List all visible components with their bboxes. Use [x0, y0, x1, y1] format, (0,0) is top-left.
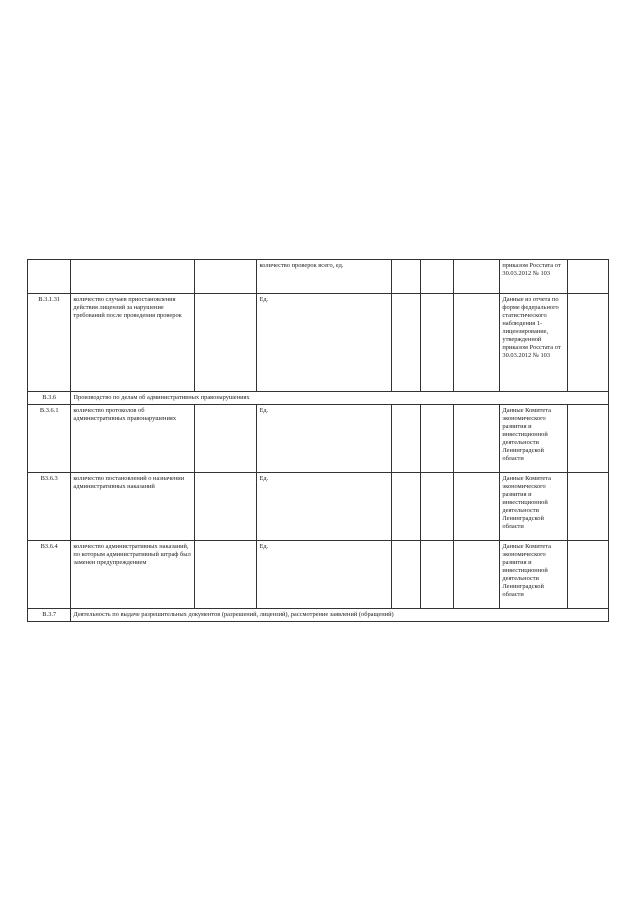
- unit-cell: Ед.: [257, 405, 391, 473]
- table-row: [28, 473, 609, 541]
- value-cell: [391, 294, 420, 392]
- table-row: [28, 405, 609, 473]
- value-cell: [195, 294, 257, 392]
- source-cell: Данные Комитета экономического развития и инвестиционной деятельности Ленинградской области: [500, 541, 567, 609]
- value-cell: [195, 405, 257, 473]
- value-cell: [391, 405, 420, 473]
- table-row: [28, 260, 609, 294]
- unit-cell: Ед.: [257, 294, 391, 392]
- value-cell: [391, 260, 420, 294]
- indicator-cell: [71, 260, 195, 294]
- row-code: В.3.1.31: [28, 294, 71, 392]
- value-cell: [453, 405, 500, 473]
- row-code: В.3.6: [28, 392, 71, 405]
- section-title: Деятельность по выдаче разрешительных документов (разрешений, лицензий), рассмотрение заявлений (обращений): [71, 609, 609, 622]
- value-cell: [195, 473, 257, 541]
- value-cell: [391, 473, 420, 541]
- source-cell: приказом Росстата от 30.03.2012 № 103: [500, 260, 567, 294]
- indicator-cell: количество протоколов об административных правонарушениях: [71, 405, 195, 473]
- value-cell: [420, 541, 453, 609]
- indicator-cell: количество случаев приостановления действия лицензий за нарушение требований после проведения проверок: [71, 294, 195, 392]
- report-table: [27, 259, 609, 622]
- value-cell: [420, 405, 453, 473]
- row-code: В3.6.4: [28, 541, 71, 609]
- source-cell: Данные Комитета экономического развития и инвестиционной деятельности Ленинградской области: [500, 473, 567, 541]
- indicator-cell: количество постановлений о назначении административных наказаний: [71, 473, 195, 541]
- value-cell: [420, 294, 453, 392]
- value-cell: [453, 260, 500, 294]
- table-section-row: [28, 392, 609, 405]
- value-cell: [453, 473, 500, 541]
- value-cell: [453, 294, 500, 392]
- indicator-cell: количество административных наказаний, по которым административный штраф был заменен предупреждением: [71, 541, 195, 609]
- source-cell: Данные Комитета экономического развития и инвестиционной деятельности Ленинградской области: [500, 405, 567, 473]
- row-code: В.3.6.1: [28, 405, 71, 473]
- table-row: [28, 294, 609, 392]
- unit-cell: Ед.: [257, 541, 391, 609]
- row-code: [28, 260, 71, 294]
- source-cell: Данные из отчета по форме федерального статистического наблюдения 1-лицензирование, утвержденной приказом Росстата от 30.03.2012 № 103: [500, 294, 567, 392]
- value-cell: [391, 541, 420, 609]
- value-cell: [567, 294, 608, 392]
- value-cell: [420, 473, 453, 541]
- unit-cell: Ед.: [257, 473, 391, 541]
- value-cell: [195, 260, 257, 294]
- value-cell: [195, 541, 257, 609]
- value-cell: [567, 473, 608, 541]
- value-cell: [567, 405, 608, 473]
- unit-cell: количество проверок всего, ед.: [257, 260, 391, 294]
- value-cell: [420, 260, 453, 294]
- row-code: В3.6.3: [28, 473, 71, 541]
- row-code: В.3.7: [28, 609, 71, 622]
- table-section-row: [28, 609, 609, 622]
- value-cell: [567, 260, 608, 294]
- table-row: [28, 541, 609, 609]
- value-cell: [453, 541, 500, 609]
- section-title: Производство по делам об административных правонарушениях: [71, 392, 609, 405]
- value-cell: [567, 541, 608, 609]
